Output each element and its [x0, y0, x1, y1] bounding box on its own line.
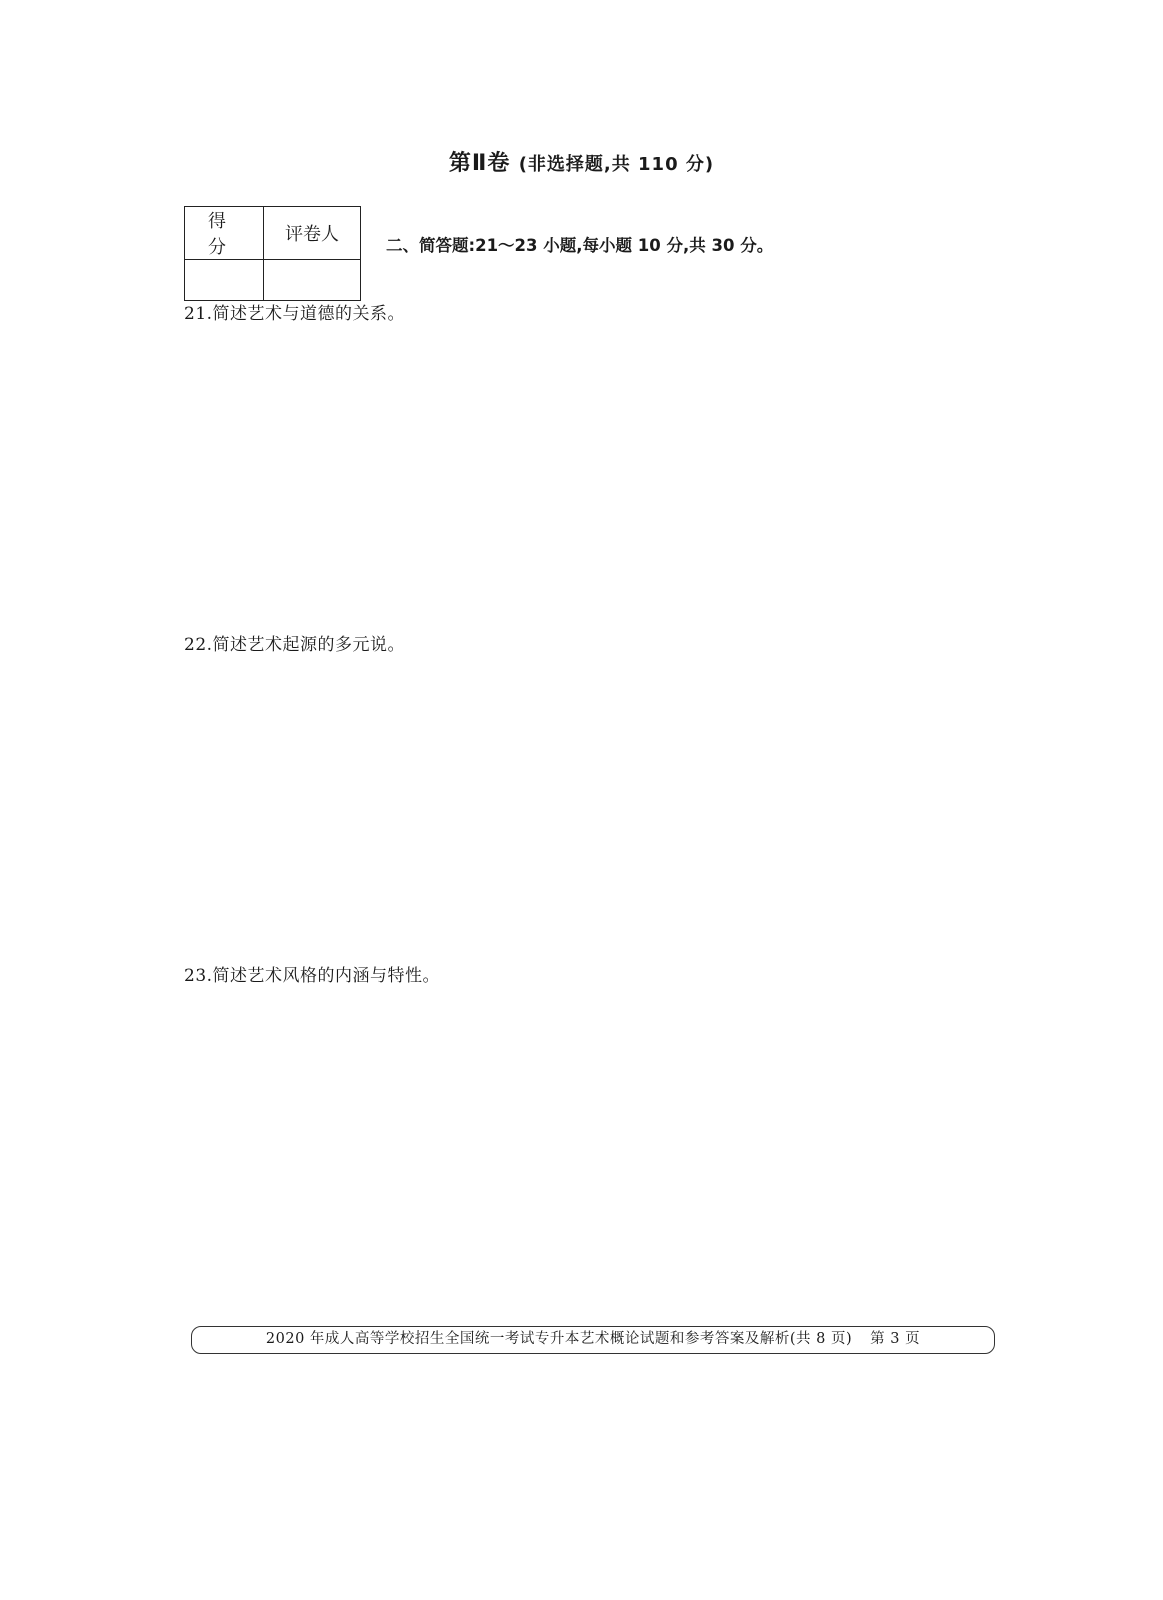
footer-text: 2020 年成人高等学校招生全国统一考试专升本艺术概论试题和参考答案及解析(共 8 页) — [265, 1331, 853, 1347]
score-cell — [185, 260, 264, 301]
score-label: 得 分 — [185, 207, 264, 260]
question-text: 简述艺术与道德的关系。 — [212, 304, 406, 324]
score-table-blank-row — [185, 260, 361, 301]
page-title-main: 第Ⅱ卷 — [448, 151, 511, 176]
page-footer — [191, 1326, 995, 1354]
question-21 — [184, 299, 405, 324]
grader-label: 评卷人 — [264, 207, 361, 260]
question-23 — [184, 961, 440, 986]
question-number: 21. — [184, 304, 213, 324]
score-table — [184, 206, 361, 301]
score-table-header-row — [185, 207, 361, 260]
page-title-sub: (非选择题,共 110 分) — [518, 154, 715, 175]
question-text: 简述艺术起源的多元说。 — [212, 635, 406, 655]
grader-cell — [264, 260, 361, 301]
question-text: 简述艺术风格的内涵与特性。 — [212, 966, 441, 986]
section-heading: 二、简答题:21～23 小题,每小题 10 分,共 30 分。 — [386, 236, 774, 255]
footer-page-number: 第 3 页 — [870, 1331, 921, 1347]
question-number: 22. — [184, 635, 213, 655]
question-number: 23. — [184, 966, 213, 986]
question-22 — [184, 630, 405, 655]
page-title — [0, 146, 1163, 177]
